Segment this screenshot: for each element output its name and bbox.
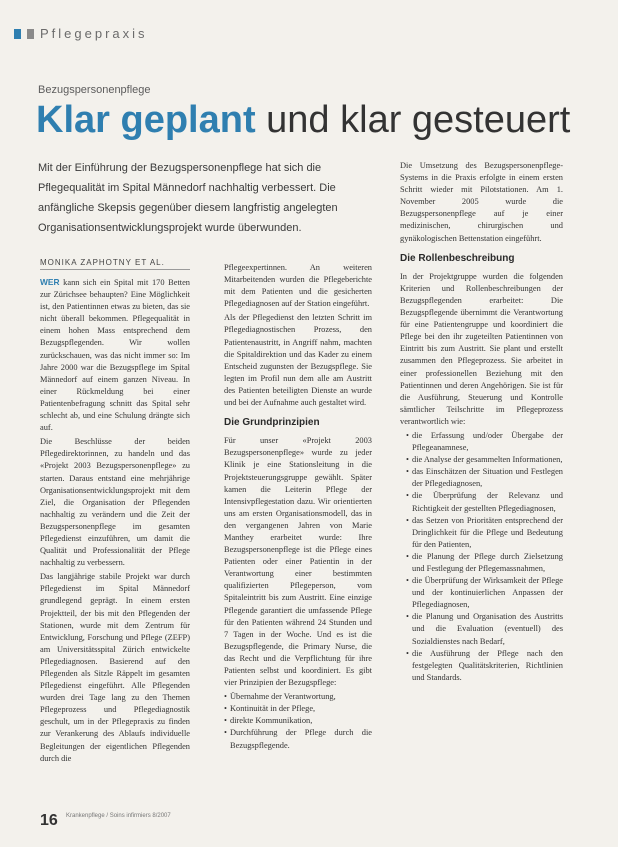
list-item: • direkte Kommunikation, — [224, 715, 372, 727]
paragraph: WER kann sich ein Spital mit 170 Betten zur Zürichsee behaupten? Eine Möglichkeit ist, den Patientinnen etwas zu bieten, das sie nicht überall bekommen. Pflegequalität in einem hohen Mass entsprechend dem Bezugspflegenden. Wir wollen zurückschauen, was das nicht immer so: Im Jahre 2000 war die Bezugspflege im Spital Männedorf auf einem ganzen Niveau. In einer Rückmeldung bei einer Patientenbefragung schnitt das Spital sehr schlecht ab, und eine Schulung drängte sich auf. — [40, 277, 190, 433]
author-byline: MONIKA ZAPHOTNY ET AL. — [40, 258, 190, 270]
column-1 — [40, 276, 190, 767]
paragraph: Das langjährige stabile Projekt war durch Pflegedienst im Spital Männedorf grundlegend geprägt. In einem ersten Projektteil, der bis mit den Pflegenden der Stationen, wurde mit dem Zentrum für Entwicklung, Forschung und Pflege (ZEFP) am Universitätsspital Zürich entwickelte Pflegediagnosen. Basierend auf den Pflegenden als Sitzle Räppelt im gesamten Pflegedienst eingeführt. Alle Pflegenden wurden drei Tage lang zu den Themen Pflegeprozess und Pflegediagnostik geschult, um in der Pflegepraxis zu finden zur Verankerung des Ablaufs individuelle Begleitungen der eigentlichen Pflegenden durch die — [40, 572, 190, 763]
list-item: • die Planung der Pflege durch Zielsetzung und Festlegung der Pflegemassnahmen, — [406, 551, 563, 575]
subheading: Die Rollenbeschreibung — [400, 252, 515, 264]
section-header — [14, 26, 148, 41]
list-item: • die Erfassung und/oder Übergabe der Pflegeanamnese, — [406, 430, 563, 454]
list-item: • das Einschätzen der Situation und Festlegen der Pflegediagnosen, — [406, 466, 563, 490]
section-label: Pflegepraxis — [40, 26, 148, 41]
principles-list — [224, 691, 372, 751]
list-item: • Durchführung der Pflege durch die Bezugspflegende. — [224, 727, 372, 751]
list-item: • Kontinuität in der Pflege, — [224, 703, 372, 715]
title-rest: und klar gesteuert — [255, 99, 571, 141]
list-item: • die Ausführung der Pflege nach den festgelegten Qualitätskriterien, Richtlinien und Standards. — [406, 648, 563, 684]
section-square-icon — [27, 29, 34, 39]
list-item: • die Überprüfung der Relevanz und Richtigkeit der gestellten Pflegediagnosen, — [406, 490, 563, 514]
responsibilities-list — [400, 430, 563, 684]
section-square-icon — [14, 29, 21, 39]
publication-source: Krankenpflege / Soins infirmiers 8/2007 — [66, 813, 171, 819]
column-3 — [400, 160, 563, 684]
list-item: • die Planung und Organisation des Austritts und die Evaluation (eventuell) des Sozialdienstes nach Bedarf, — [406, 611, 563, 647]
list-item: • die Analyse der gesammelten Informationen, — [406, 454, 563, 466]
paragraph: Die Beschlüsse der beiden Pflegedirektorinnen, zu handeln und das «Projekt 2003 Bezugspersonenpflege» zu starten. Daraus entstand eine mehrjährige Organisationsentwicklungsprojekt mit dem Ziel, die Organisation der Pflegenden nachhaltig zu verändern und die Zeit der Bezugspersonenpflege im gesamten Pflegedienst einzuführen, um damit die Qualität und Professionalität der Pflege nachhaltig zu verbessern. — [40, 437, 190, 568]
title-highlight: Klar geplant — [36, 99, 256, 141]
paragraph: Als der Pflegedienst den letzten Schritt im Pflegediagnostischen Prozess, den Patientenaustritt, in Angriff nahm, machten die Spitaldirektion und das Kader zu einem Entscheid zugunsten der Bezugspflege. Sie legten im Profil nun dem alle am Austritt des Patienten beteiligten Dienste an wurde und bei der Aufnahme auch gestaltet wird. — [224, 313, 372, 408]
article-kicker: Bezugspersonenpflege — [38, 84, 151, 96]
column-2 — [224, 262, 372, 754]
subheading: Die Grundprinzipien — [224, 417, 320, 429]
paragraph: Die Umsetzung des Bezugspersonenpflege-Systems in die Praxis erfolgte in einem ersten Schritt wieder mit Pilotstationen. Am 1. November 2005 wurde die Bezugspersonenpflege auf je einer medizinischen, chirurgischen und gynäkologischen Bettenstation eingeführt. — [400, 161, 563, 243]
list-item: • Übernahme der Verantwortung, — [224, 691, 372, 703]
page-number: 16 — [40, 812, 58, 829]
paragraph: Für unser «Projekt 2003 Bezugspersonenpflege» wurde zu jeder Klinik je eine Stationsleitung in die Projektsteuerungsgruppe gewählt. Später kamen die Leiterin Pflege der Intensivpflegestation dazu. Wir orientierten uns am ersten Organisationsmodell, das in den vergangenen Jahren von Marie Manthey erarbeitet wurde: Ihre Bezugspersonenpflege ist die Pflege eines Patienten oder einer Patientin in der Verantwortung einer bestimmten qualifizierten Pflegeperson, vom Spitaleintritt bis zum Austritt. Eine einzige Pflegende garantiert die umfassende Pflege für den Patienten während 24 Stunden und 7 Tagen in der Woche. Und es ist die Bezugspflegende, die Primary Nurse, die das Recht und die Verpflichtung für ihre Patienten selbst und koordiniert. Es gibt vier Prinzipien der Bezugspflege: — [224, 436, 372, 688]
article-lead: Mit der Einführung der Bezugspersonenpflege hat sich die Pflegequalität im Spital Männedorf nachhaltig verbessert. Die anfängliche Skepsis gegenüber diesem langfristig angelegten Organisationsentwicklungsprojekt wurde überwunden. — [38, 162, 338, 234]
initial-word: WER — [40, 277, 60, 287]
article-title — [36, 98, 570, 142]
paragraph: Pflegeexpertinnen. An weiteren Mitarbeitenden wurden die Pflegeberichte mit dem Patienten und die gesicherten Pflegediagnosen auf der Station eingeführt. — [224, 263, 372, 309]
paragraph: In der Projektgruppe wurden die folgenden Kriterien und Rollenbeschreibungen der Bezugspflegenden erarbeitet: Die Bezugspflegende übernimmt die Verantwortung für eine Patientengruppe und koordiniert die Pflege bei den ihr zugeteilten Patientinnen von Eintritt bis zum Austritt. Sie plant und erstellt zusammen den Pflegeprozess. Sie arbeitet in einer professionellen Beziehung mit den Patientinnen und deren Angehörigen. Sie ist für die Ausführung, Steuerung und Kontrolle sämtlicher Teilschritte im Pflegeprozess verantwortlich wie: — [400, 271, 563, 426]
list-item: • die Überprüfung der Wirksamkeit der Pflege und der kontinuierlichen Anpassen der Pflegediagnosen, — [406, 575, 563, 611]
list-item: • das Setzen von Prioritäten entsprechend der Dringlichkeit für die Pflege und Bedeutung für den Patienten, — [406, 515, 563, 551]
